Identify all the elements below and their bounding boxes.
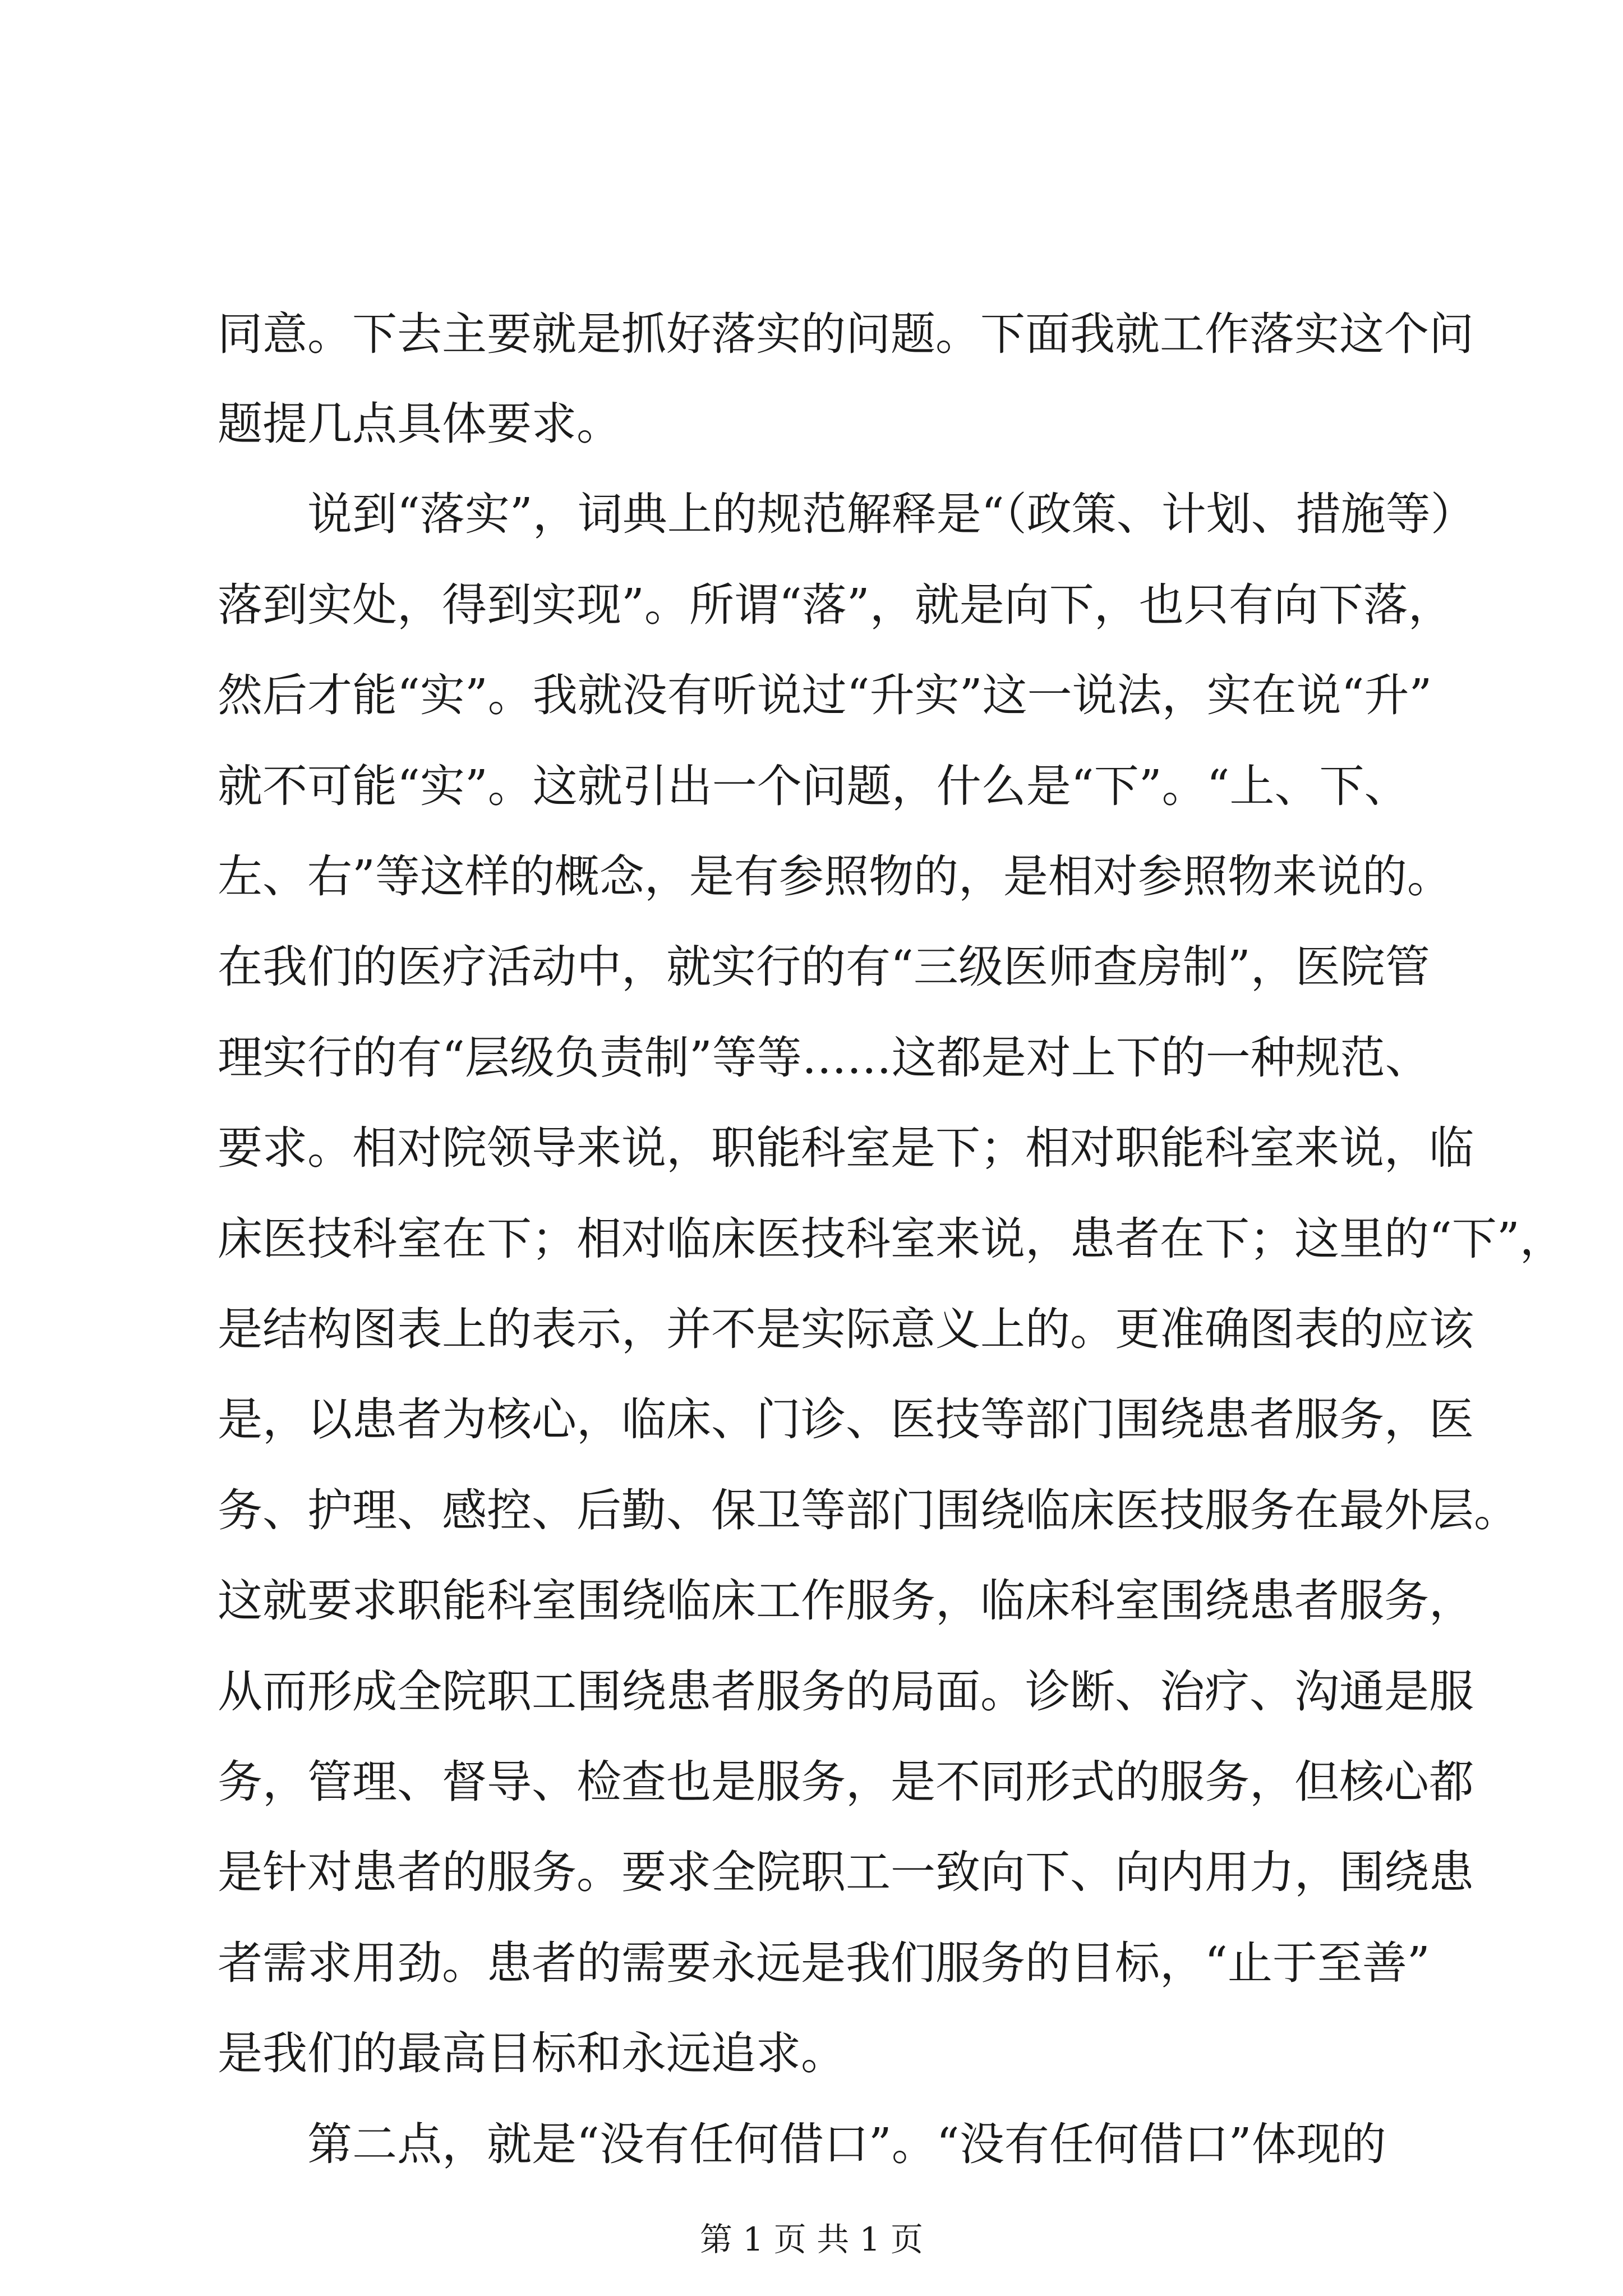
text-line-16: 从而形成全院职工围绕患者服务的局面。诊断、治疗、沟通是服 <box>218 1665 1474 1718</box>
text-line-9: 理实行的有“层级负责制”等等……这都是对上下的一种规范、 <box>218 1032 1430 1084</box>
text-line-8: 在我们的医疗活动中，就实行的有“三级医师查房制”，医院管 <box>218 941 1430 993</box>
text-line-19: 者需求用劲。患者的需要永远是我们服务的目标，“止于至善” <box>218 1937 1430 1989</box>
text-line-20: 是我们的最高目标和永远追求。 <box>218 2027 846 2079</box>
text-line-14: 务、护理、感控、后勤、保卫等部门围绕临床医技服务在最外层。 <box>218 1484 1519 1536</box>
text-line-3: 说到“落实”，词典上的规范解释是“（政策、计划、措施等） <box>307 488 1476 540</box>
text-line-4: 落到实处，得到实现”。所谓“落”，就是向下，也只有向下落， <box>218 579 1453 631</box>
text-line-6: 就不可能“实”。这就引出一个问题，什么是“下”。“上、下、 <box>218 760 1409 812</box>
page-footer: 第 1 页 共 1 页 <box>700 2220 923 2258</box>
text-line-15: 这就要求职能科室围绕临床工作服务，临床科室围绕患者服务， <box>218 1575 1474 1627</box>
text-line-2: 题提几点具体要求。 <box>218 398 621 450</box>
text-line-5: 然后才能“实”。我就没有听说过“升实”这一说法，实在说“升” <box>218 669 1432 721</box>
text-line-1: 同意。下去主要就是抓好落实的问题。下面我就工作落实这个问 <box>218 308 1474 360</box>
text-line-13: 是，以患者为核心，临床、门诊、医技等部门围绕患者服务，医 <box>218 1393 1474 1446</box>
text-line-12: 是结构图表上的表示，并不是实际意义上的。更准确图表的应该 <box>218 1303 1474 1355</box>
text-line-10: 要求。相对院领导来说，职能科室是下；相对职能科室来说，临 <box>218 1122 1474 1174</box>
text-line-7: 左、右”等这样的概念，是有参照物的，是相对参照物来说的。 <box>218 850 1452 903</box>
text-line-21: 第二点，就是“没有任何借口”。“没有任何借口”体现的 <box>307 2118 1386 2170</box>
text-line-17: 务，管理、督导、检查也是服务，是不同形式的服务，但核心都 <box>218 1756 1474 1808</box>
text-line-18: 是针对患者的服务。要求全院职工一致向下、向内用力，围绕患 <box>218 1846 1474 1898</box>
text-line-11: 床医技科室在下；相对临床医技科室来说，患者在下；这里的“下”， <box>218 1213 1565 1265</box>
